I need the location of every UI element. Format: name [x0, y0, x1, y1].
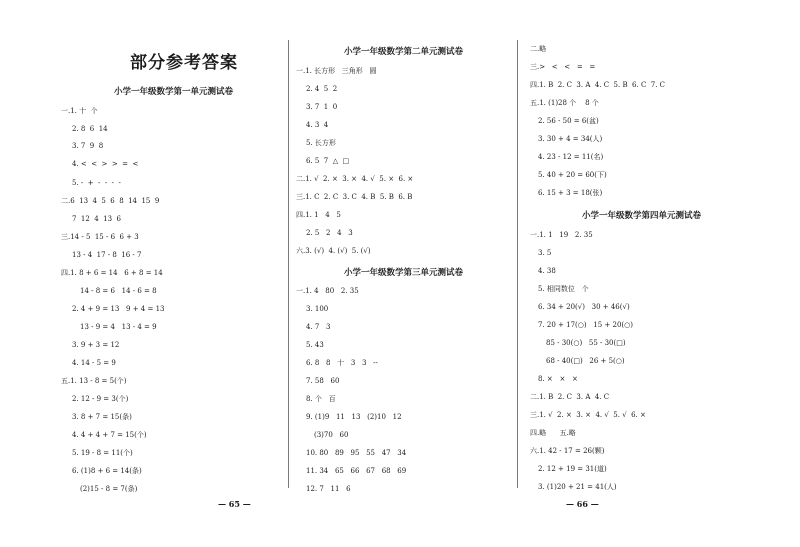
- answer-line: 6. 15 + 3 = 18(张): [538, 189, 603, 197]
- answer-line: 4. 3 4: [306, 121, 329, 129]
- answer-line: 13 - 4 17 - 8 16 - 7: [72, 251, 142, 259]
- answer-line: 五.1. 13 - 8 = 5(个): [61, 377, 127, 385]
- answer-line: 四.1. 1 4 5: [296, 211, 341, 219]
- answer-line: 三.> < < = =: [530, 63, 596, 71]
- answer-line: 二.1. B 2. C 3. A 4. C: [530, 393, 610, 401]
- answer-line: 2. 12 + 19 = 31(道): [538, 465, 607, 473]
- column-divider-right: [517, 40, 518, 488]
- answer-line: 4. 4 + 4 + 7 = 15(个): [72, 431, 147, 439]
- answer-line: 一.1. 十 个: [61, 107, 98, 115]
- answer-line: 8. × × ×: [538, 375, 578, 383]
- unit-2-title: 小学一年级数学第二单元测试卷: [344, 47, 464, 57]
- answer-line: 三.1. C 2. C 3. C 4. B 5. B 6. B: [296, 193, 413, 201]
- answer-line: 14 - 8 = 6 14 - 6 = 8: [80, 287, 157, 295]
- page-number-65: — 65 —: [218, 499, 251, 509]
- answer-line: 6. 5 7 △ □: [306, 157, 350, 165]
- answer-line: 一.1. 1 19 2. 35: [530, 231, 593, 239]
- answer-line: 2. 12 - 9 = 3(个): [72, 395, 129, 403]
- answer-line: 5. 43: [306, 341, 324, 349]
- answer-line: 5. - + - - - -: [72, 179, 121, 187]
- column-divider-left: [288, 40, 289, 488]
- answer-line: 8. 个 百: [306, 395, 336, 403]
- answer-line: 一.1. 4 80 2. 35: [296, 287, 359, 295]
- unit-1-title: 小学一年级数学第一单元测试卷: [114, 87, 234, 97]
- answer-line: 5. 40 + 20 = 60(下): [538, 171, 607, 179]
- answer-line: 2. 4 + 9 = 13 9 + 4 = 13: [72, 305, 165, 313]
- answer-line: 13 - 9 = 4 13 - 4 = 9: [80, 323, 157, 331]
- answer-line: 5. 19 - 8 = 11(个): [72, 449, 133, 457]
- answer-line: 6. 8 8 十 3 3 --: [306, 359, 378, 367]
- answer-line: 85 - 30(○) 55 - 30(□): [546, 339, 626, 347]
- answer-line: 3. 30 + 4 = 34(人): [538, 135, 603, 143]
- page-title: 部分参考答案: [130, 53, 238, 73]
- unit-3-title: 小学一年级数学第三单元测试卷: [344, 268, 464, 278]
- answer-line: 二.略: [530, 45, 547, 53]
- answer-line: 9. (1)9 11 13 (2)10 12: [306, 413, 402, 421]
- answer-line: 7. 20 + 17(○) 15 + 20(○): [538, 321, 633, 329]
- answer-line: 7. 58 60: [306, 377, 340, 385]
- answer-line: 4. 7 3: [306, 323, 331, 331]
- answer-line: 3. 7 1 0: [306, 103, 338, 111]
- answer-line: 4. 14 - 5 = 9: [72, 359, 116, 367]
- answer-line: 6. 34 + 20(√) 30 + 46(√): [538, 303, 630, 311]
- answer-line: 7 12 4 13 6: [72, 215, 121, 223]
- answer-line: 2. 5 2 4 3: [306, 229, 353, 237]
- answer-line: 6. (1)8 + 6 = 14(条): [72, 467, 142, 475]
- column-1: [46, 0, 284, 547]
- answer-line: (2)15 - 8 = 7(条): [80, 485, 138, 493]
- answer-line: 三.1. √ 2. × 3. × 4. √ 5. √ 6. ×: [530, 411, 646, 419]
- answer-line: 四.1. B 2. C 3. A 4. C 5. B 6. C 7. C: [530, 81, 666, 89]
- answer-line: 4. 38: [538, 267, 556, 275]
- answer-line: 11. 34 65 66 67 68 69: [306, 467, 407, 475]
- answer-line: 二.6 13 4 5 6 8 14 15 9: [61, 197, 160, 205]
- answer-line: 二.1. √ 2. × 3. × 4. √ 5. × 6. ×: [296, 175, 414, 183]
- answer-line: 4. 23 - 12 = 11(名): [538, 153, 604, 161]
- answer-line: 3. 7 9 8: [72, 142, 104, 150]
- answer-line: 六.3. (√) 4. (√) 5. (√): [296, 247, 371, 255]
- answer-line: 5. 相同数位 个: [538, 285, 589, 293]
- answer-line: 2. 56 - 50 = 6(盆): [538, 117, 599, 125]
- column-2: [296, 0, 514, 547]
- answer-line: 3. 9 + 3 = 12: [72, 341, 120, 349]
- answer-line: 六.1. 42 - 17 = 26(颗): [530, 447, 605, 455]
- answer-line: 三.14 - 5 15 - 6 6 + 3: [61, 233, 139, 241]
- answer-line: 68 - 40(□) 26 + 5(○): [546, 357, 625, 365]
- answer-line: 四.略 五.略: [530, 429, 576, 437]
- answer-line: 五.1. (1)28 个 8 个: [530, 99, 599, 107]
- answer-line: (3)70 60: [314, 431, 349, 439]
- page-number-66: — 66 —: [566, 499, 599, 509]
- column-3: [530, 0, 770, 547]
- answer-line: 12. 7 11 6: [306, 485, 351, 493]
- unit-4-title: 小学一年级数学第四单元测试卷: [582, 211, 702, 221]
- answer-line: 3. (1)20 + 21 = 41(人): [538, 483, 617, 491]
- answer-line: 一.1. 长方形 三角形 圆: [296, 67, 377, 75]
- answer-line: 5. 长方形: [306, 139, 336, 147]
- answer-line: 2. 4 5 2: [306, 85, 338, 93]
- answer-line: 4. < < > > = <: [72, 160, 139, 168]
- answer-line: 3. 8 + 7 = 15(条): [72, 413, 132, 421]
- answer-line: 3. 5: [538, 249, 552, 257]
- answer-line: 3. 100: [306, 305, 329, 313]
- answer-line: 2. 8 6 14: [72, 125, 108, 133]
- answer-line: 10. 80 89 95 55 47 34: [306, 449, 407, 457]
- answer-line: 四.1. 8 + 6 = 14 6 + 8 = 14: [61, 269, 163, 277]
